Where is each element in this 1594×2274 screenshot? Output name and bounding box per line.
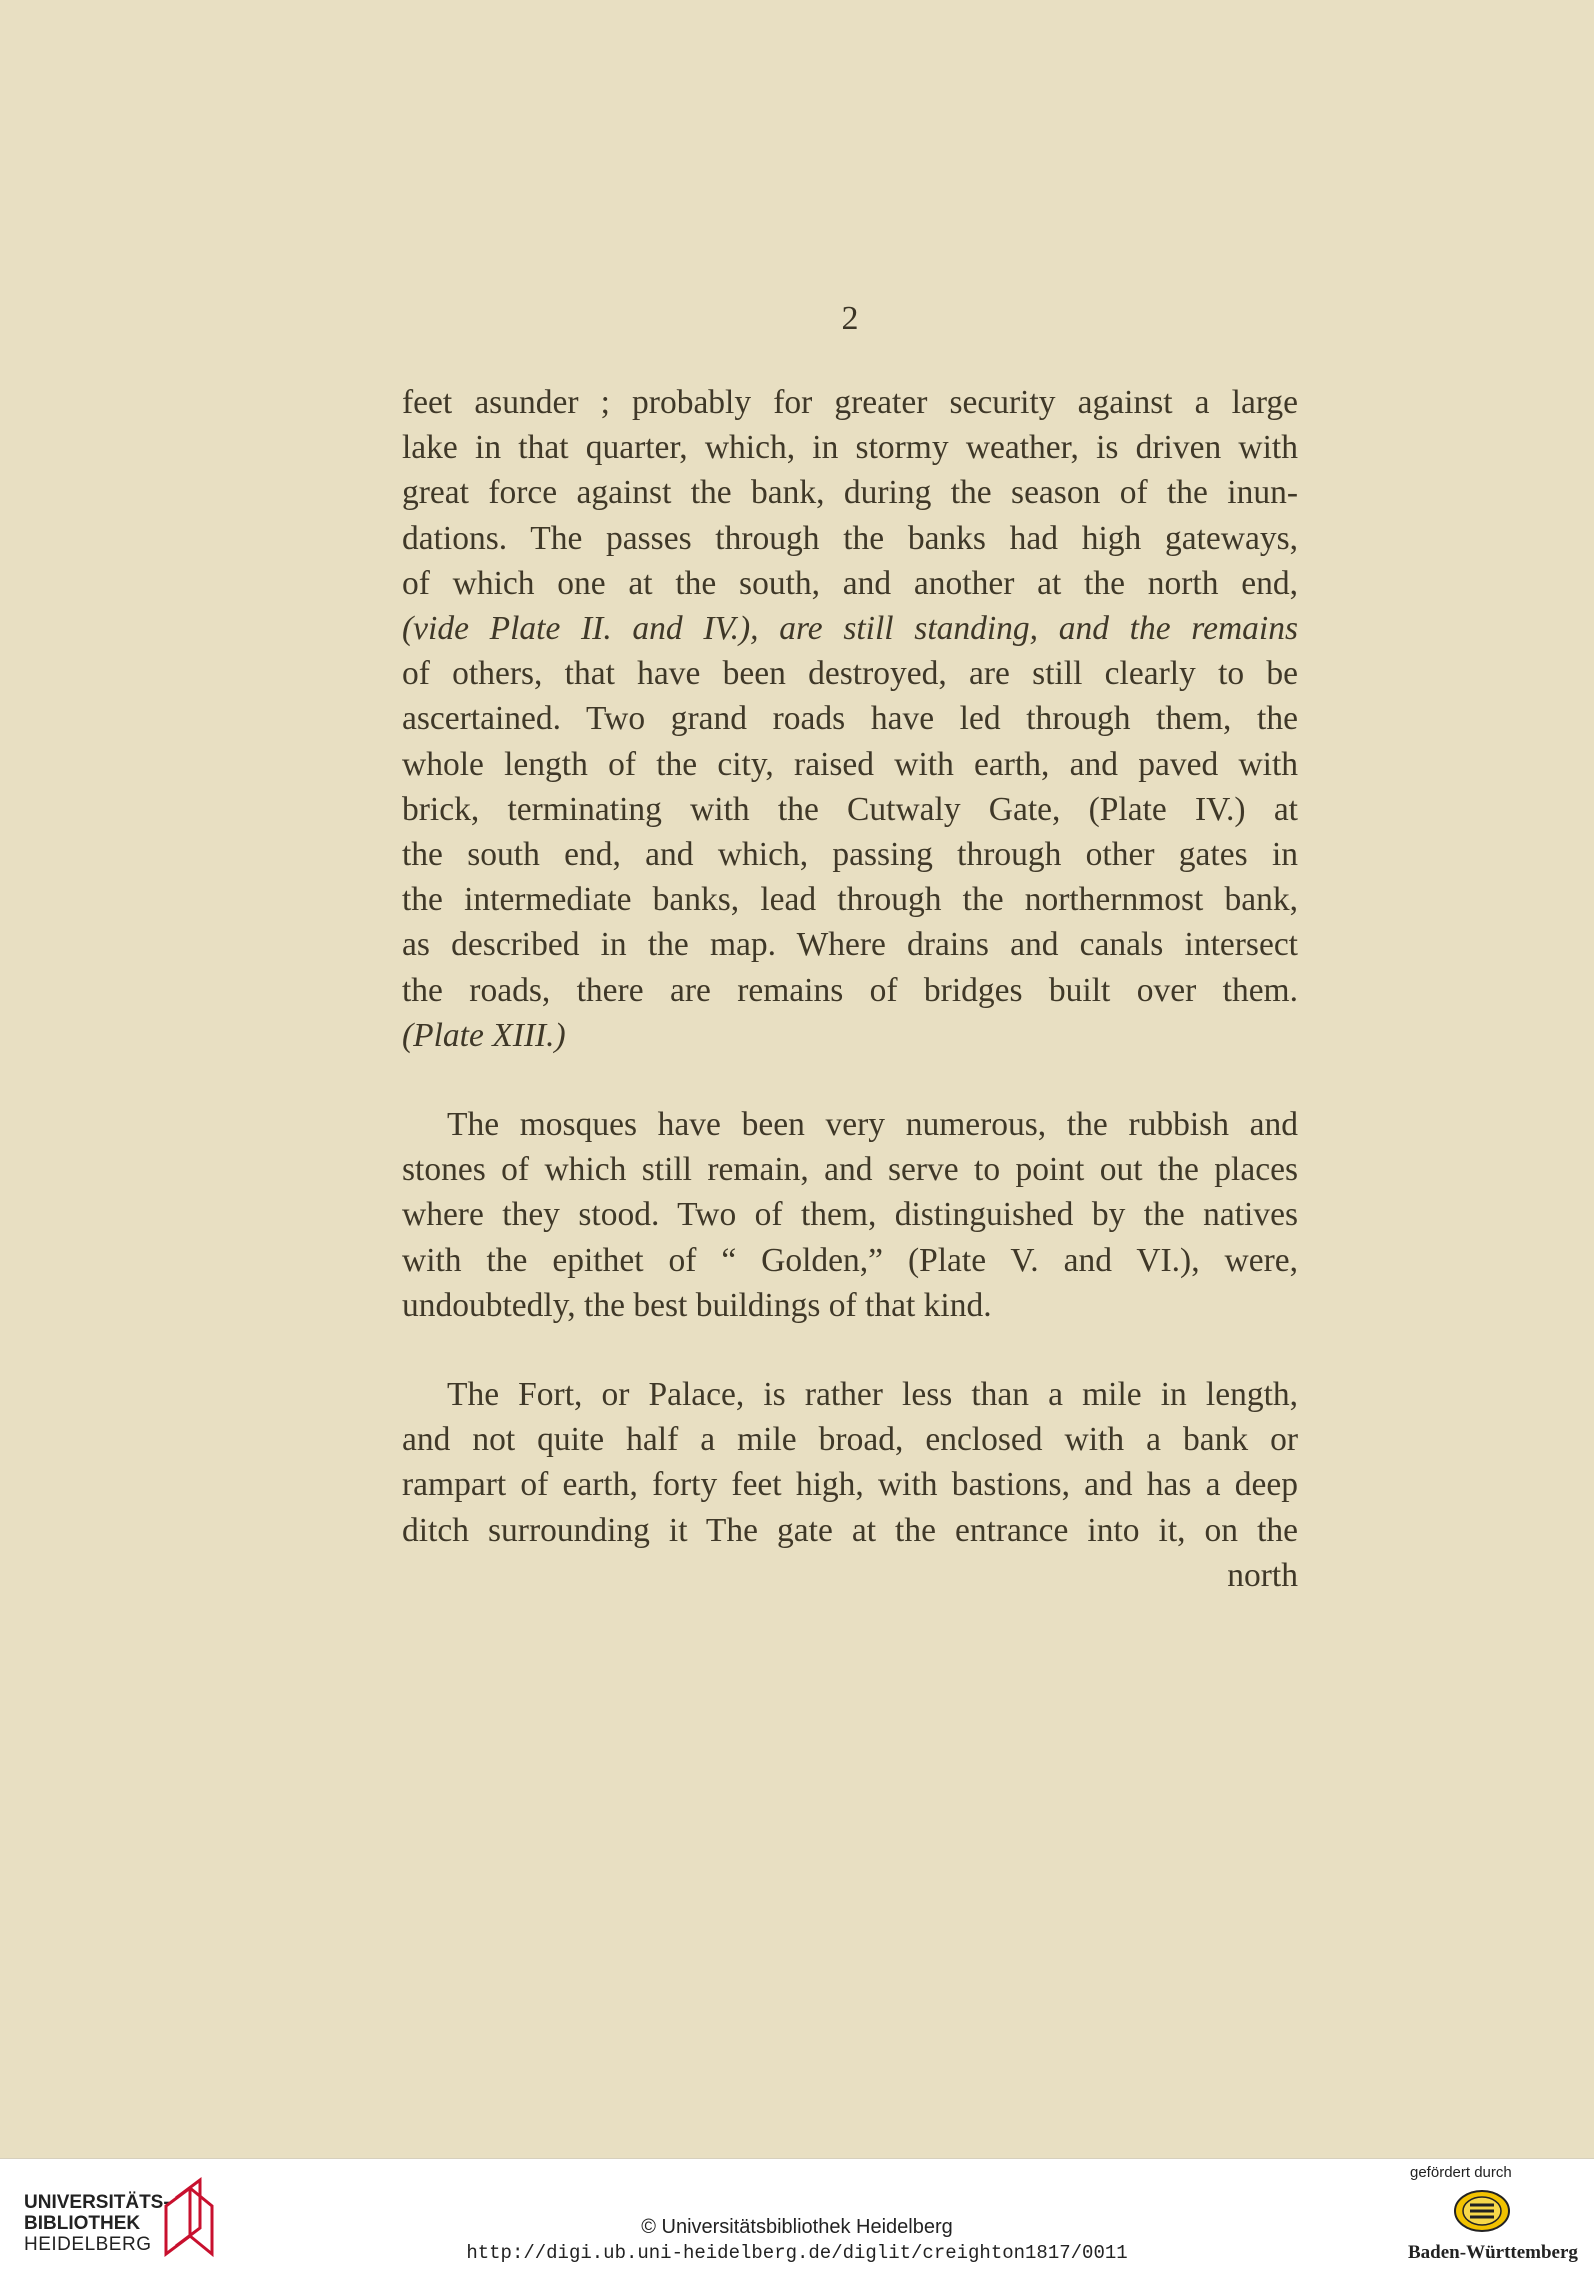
text-line: ditch surrounding it The gate at the entrance into it, on the bbox=[402, 1511, 1298, 1549]
paragraph-gap bbox=[402, 1058, 1298, 1102]
text-line: great force against the bank, during the season of the inun- bbox=[402, 474, 1298, 512]
text-line: (vide Plate II. and IV.), are still standing, and the remains bbox=[402, 610, 1298, 648]
text-line: the south end, and which, passing through other gates in bbox=[402, 836, 1298, 874]
coat-of-arms-icon bbox=[1452, 2188, 1512, 2234]
sponsor-label: gefördert durch bbox=[1410, 2164, 1512, 2181]
paragraph-2 bbox=[402, 1102, 1298, 1328]
text-line: dations. The passes through the banks had high gateways, bbox=[402, 519, 1298, 557]
copyright-notice: © Universitätsbibliothek Heidelberg bbox=[641, 2216, 953, 2238]
text-line: the roads, there are remains of bridges built over them. bbox=[402, 971, 1298, 1009]
paragraph-gap bbox=[402, 1328, 1298, 1372]
library-name-line2: BIBLIOTHEK bbox=[24, 2213, 141, 2234]
paragraph-1 bbox=[402, 380, 1298, 1058]
sponsor-name: Baden-Württemberg bbox=[1408, 2242, 1578, 2263]
text-line: whole length of the city, raised with earth, and paved with bbox=[402, 745, 1298, 783]
text-line: The Fort, or Palace, is rather less than a mile in length, bbox=[447, 1376, 1298, 1414]
catchword: north bbox=[1227, 1556, 1298, 1594]
text-line: where they stood. Two of them, distinguished by the natives bbox=[402, 1196, 1298, 1234]
text-line: feet asunder ; probably for greater security against a large bbox=[402, 384, 1298, 421]
page-number: 2 bbox=[841, 300, 859, 337]
text-line: ascertained. Two grand roads have led through them, the bbox=[402, 700, 1298, 738]
text-line: stones of which still remain, and serve to point out the places bbox=[402, 1151, 1298, 1189]
text-line: rampart of earth, forty feet high, with bastions, and has a deep bbox=[402, 1466, 1298, 1504]
text-line: with the epithet of “ Golden,” (Plate V. and VI.), were, bbox=[402, 1241, 1298, 1279]
text-line: of others, that have been destroyed, are still clearly to be bbox=[402, 655, 1298, 693]
library-name-line1: UNIVERSITÄTS- bbox=[24, 2192, 170, 2213]
text-line: of which one at the south, and another at the north end, bbox=[402, 564, 1298, 602]
body-text bbox=[402, 380, 1298, 1598]
text-line: (Plate XIII.) bbox=[402, 1016, 566, 1054]
permalink-url[interactable]: http://digi.ub.uni-heidelberg.de/diglit/creighton1817/0011 bbox=[466, 2242, 1128, 2264]
text-line: and not quite half a mile broad, enclosed with a bank or bbox=[402, 1421, 1298, 1459]
text-line: lake in that quarter, which, in stormy weather, is driven with bbox=[402, 429, 1298, 467]
text-line: brick, terminating with the Cutwaly Gate, (Plate IV.) at bbox=[402, 790, 1298, 828]
text-line: The mosques have been very numerous, the rubbish and bbox=[447, 1106, 1298, 1144]
text-line: the intermediate banks, lead through the northernmost bank, bbox=[402, 881, 1298, 919]
text-line: undoubtedly, the best buildings of that kind. bbox=[402, 1286, 992, 1324]
paragraph-3 bbox=[402, 1372, 1298, 1598]
library-name-line3: HEIDELBERG bbox=[24, 2234, 152, 2255]
text-line: as described in the map. Where drains and canals intersect bbox=[402, 926, 1298, 964]
